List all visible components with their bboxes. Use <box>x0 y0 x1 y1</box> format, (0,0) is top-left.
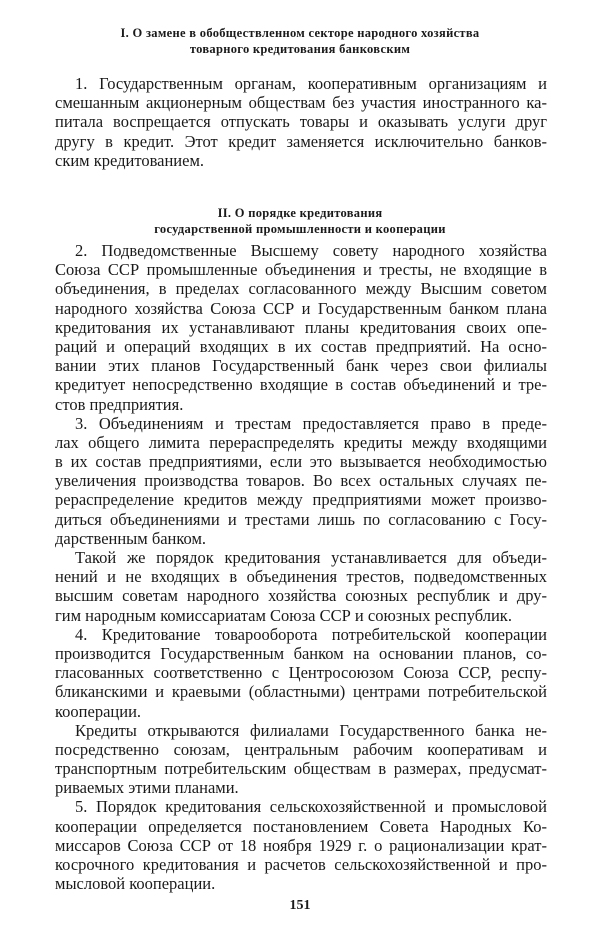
section-1-heading <box>60 25 540 57</box>
text-line: стов предприятия. <box>55 394 184 414</box>
paragraph <box>55 74 547 170</box>
text-line: диться объединениями и трестами лишь по согласованию с Госу- <box>55 509 547 529</box>
text-line: гласованных соответственно с Центросоюзом Союза ССР, респу- <box>55 663 547 683</box>
paragraph <box>55 721 547 798</box>
text-line: кредитования их устанавливают планы кредитования своих опе- <box>55 317 547 337</box>
text-line: питала воспрещается отпускать товары и оказывать услуги друг <box>55 112 547 132</box>
text-line: ским кредитованием. <box>55 150 205 170</box>
text-line: посредственно союзам, центральным рабочим кооперативам и <box>55 739 547 759</box>
text-line: 5. Порядок кредитования сельскохозяйственной и промысловой <box>75 797 547 817</box>
text-line: производится Государственным банком на основании планов, со- <box>55 643 547 663</box>
text-line: транспортным потребительским обществам в размерах, предусмат- <box>55 759 547 779</box>
text-line: Кредиты открываются филиалами Государственного банка не- <box>75 720 547 740</box>
text-line: кредитует непосредственно входящие в состав объединений и тре- <box>55 375 547 395</box>
text-line: раций и операций входящих в их состав предприятий. На осно- <box>55 336 547 356</box>
section-1-body <box>55 74 547 170</box>
text-line: увеличения производства товаров. Во всех остальных случаях пе- <box>55 471 547 491</box>
paragraph <box>55 625 547 721</box>
text-line: кооперации. <box>55 701 142 721</box>
text-line: 4. Кредитование товарооборота потребительской кооперации <box>75 624 547 644</box>
section-2-heading <box>60 205 540 237</box>
section-2-body <box>55 241 547 893</box>
text-line: мысловой кооперации. <box>55 874 216 894</box>
text-line: 3. Объединениям и трестам предоставляется право в преде- <box>75 413 547 433</box>
text-line: миссаров Союза ССР от 18 ноября 1929 г. о рационализации крат- <box>55 835 547 855</box>
text-line: Союза ССР промышленные объединения и тресты, не входящие в <box>55 260 547 280</box>
text-line: дарственным банком. <box>55 528 207 548</box>
paragraph <box>55 548 547 625</box>
page-number: 151 <box>289 898 311 913</box>
text-line: вании этих планов Государственный банк через свои филиалы <box>55 356 547 376</box>
text-line: рераспределение кредитов между предприятиями может произво- <box>55 490 547 510</box>
text-line: высшим советам народного хозяйства союзных республик и дру- <box>55 586 547 606</box>
text-line: 2. Подведомственные Высшему совету народного хозяйства <box>75 241 547 260</box>
paragraph <box>55 414 547 548</box>
text-line: гим народным комиссариатам Союза ССР и союзных республик. <box>55 605 512 625</box>
text-line: косрочного кредитования и расчетов сельскохозяйственной и про- <box>55 855 547 874</box>
heading-line: товарного кредитования банковским <box>189 42 411 56</box>
paragraph <box>55 797 547 893</box>
text-line: объединения, в пределах согласованного между Высшим советом <box>55 279 547 299</box>
text-line: бликанскими и краевыми (областными) центрами потребительской <box>55 682 547 702</box>
text-line: народного хозяйства Союза ССР и Государственным банком плана <box>55 298 547 318</box>
text-line: нений и не входящих в объединения трестов, подведомственных <box>55 567 547 587</box>
text-line: кооперации определяется постановлением Совета Народных Ко- <box>55 816 547 836</box>
heading-line: II. О порядке кредитования <box>217 206 383 220</box>
text-line: Такой же порядок кредитования устанавливается для объеди- <box>75 548 547 567</box>
text-line: в их состав предприятиями, если это вызывается необходимостью <box>55 452 547 472</box>
text-line: лах общего лимита перераспределять кредиты между входящими <box>55 432 547 452</box>
text-line: риваемых этими планами. <box>55 778 239 798</box>
text-line: смешанным акционерным обществам без участия иностранного ка- <box>55 93 547 113</box>
heading-line: государственной промышленности и кооперации <box>154 222 446 236</box>
heading-line: I. О замене в обобществленном секторе народного хозяйства <box>120 26 480 40</box>
text-line: другу в кредит. Этот кредит заменяется исключительно банков- <box>55 131 547 151</box>
text-line: 1. Государственным органам, кооперативным организациям и <box>75 74 547 93</box>
paragraph <box>55 241 547 414</box>
